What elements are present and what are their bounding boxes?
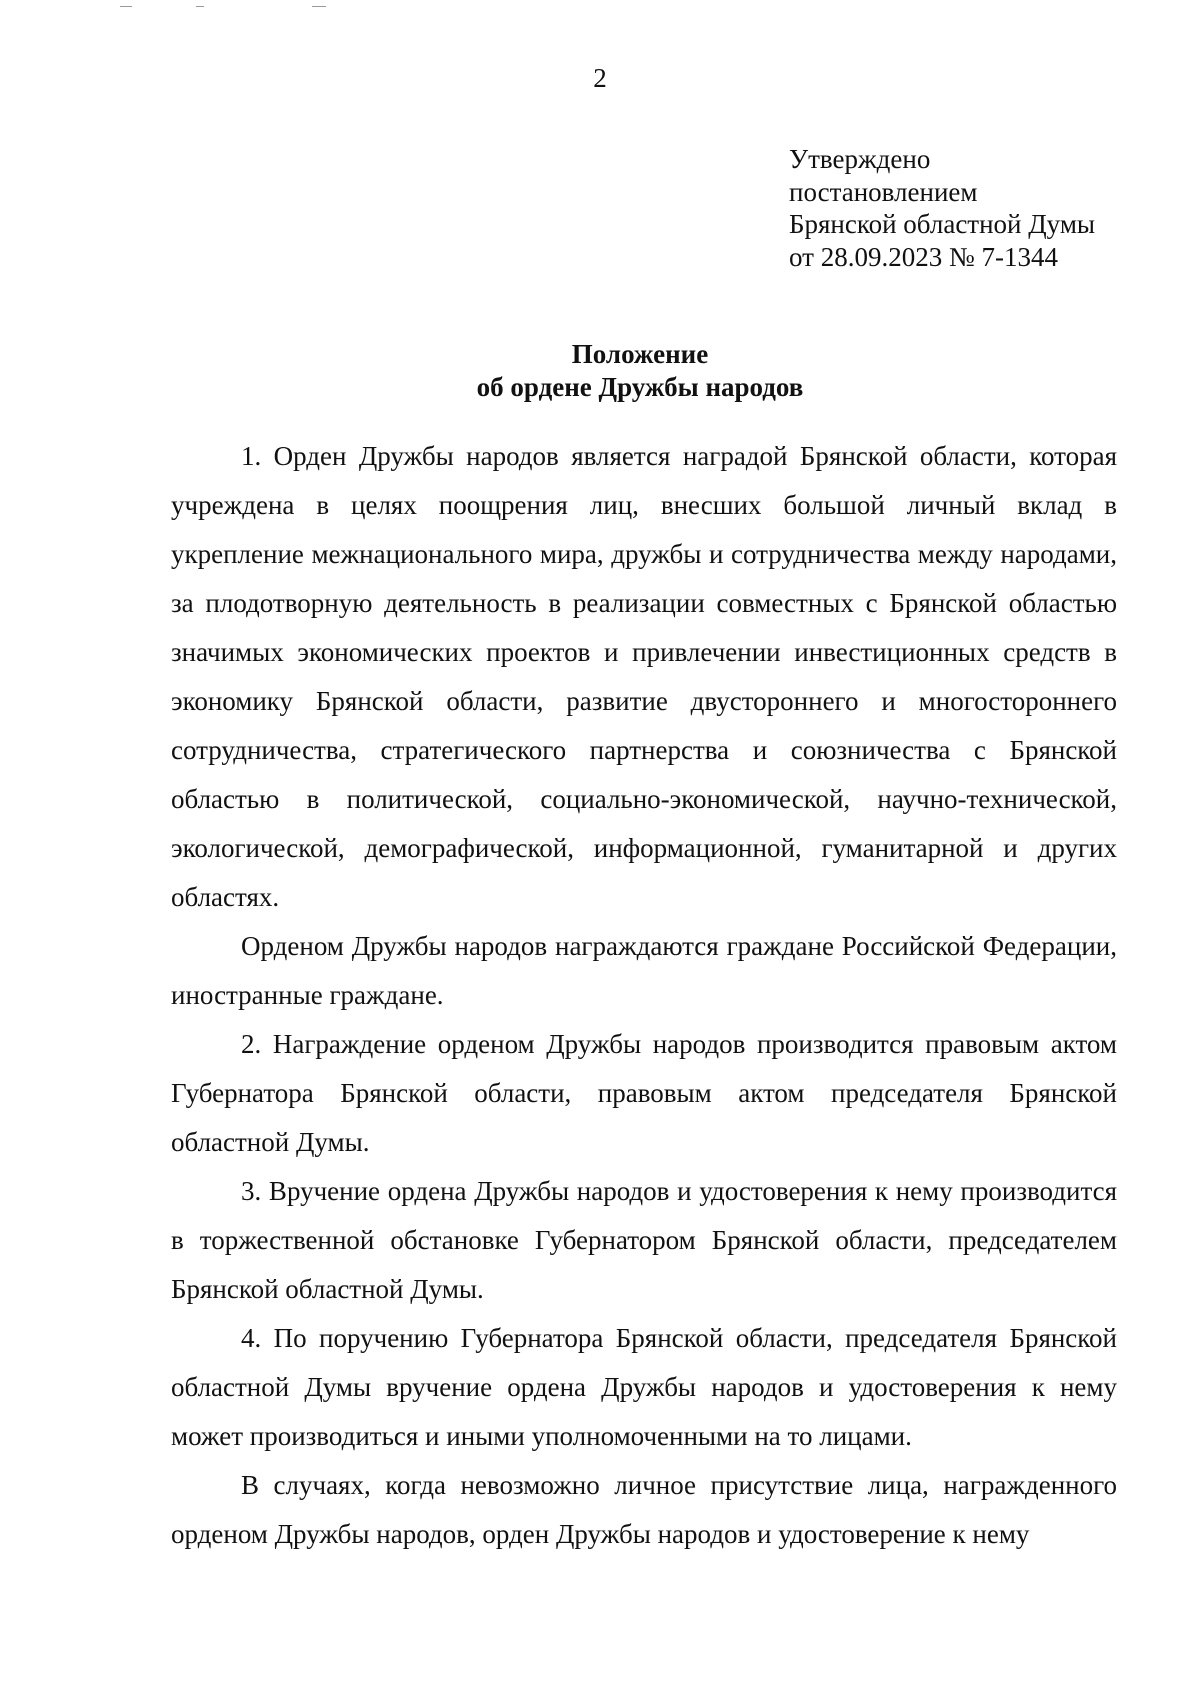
- scan-artifact: [196, 6, 204, 7]
- document-title: [0, 338, 1200, 404]
- paragraph-absence: В случаях, когда невозможно личное присутствие лица, награжденного орденом Дружбы народов, орден Дружбы народов и удостоверение к нему: [171, 1470, 1117, 1549]
- page-number: 2: [593, 63, 607, 93]
- scan-artifact: [120, 6, 132, 7]
- approval-line: Брянской областной Думы: [789, 209, 1096, 239]
- paragraph-2: 2. Награждение орденом Дружбы народов производится правовым актом Губернатора Брянской области, правовым актом председателя Брянской областной Думы.: [171, 1029, 1117, 1157]
- paragraph-4: 4. По поручению Губернатора Брянской области, председателя Брянской областной Думы вручение ордена Дружбы народов и удостоверения к нему может производиться и иными уполномоченными на то лицами.: [171, 1323, 1117, 1451]
- paragraph-3: 3. Вручение ордена Дружбы народов и удостоверения к нему производится в торжественной обстановке Губернатором Брянской области, председателем Брянской областной Думы.: [171, 1176, 1117, 1304]
- approval-block: [789, 143, 1095, 273]
- document-body: [171, 432, 1117, 1559]
- title-line: об ордене Дружбы народов: [476, 372, 804, 402]
- approval-line: постановлением: [789, 176, 978, 207]
- approval-line: Утверждено: [789, 144, 931, 174]
- scan-artifact: [312, 6, 326, 7]
- approval-date-number: от 28.09.2023 № 7-1344: [789, 241, 1058, 272]
- paragraph-1: 1. Орден Дружбы народов является наградой Брянской области, которая учреждена в целях поощрения лиц, внесших большой личный вклад в укрепление межнационального мира, дружбы и сотрудничества между народами, за плодотворную деятельность в реализации совместных с Брянской областью значимых экономических проектов и привлечении инвестиционных средств в экономику Брянской области, развитие двустороннего и многостороннего сотрудничества, стратегического партнерства и союзничества с Брянской областью в политической, социально-экономической, научно-технической, экологической, демографической, информационной, гуманитарной и других областях.: [171, 441, 1117, 912]
- paragraph-awardees: Орденом Дружбы народов награждаются граждане Российской Федерации, иностранные граждане.: [171, 931, 1117, 1010]
- title-line: Положение: [571, 339, 709, 369]
